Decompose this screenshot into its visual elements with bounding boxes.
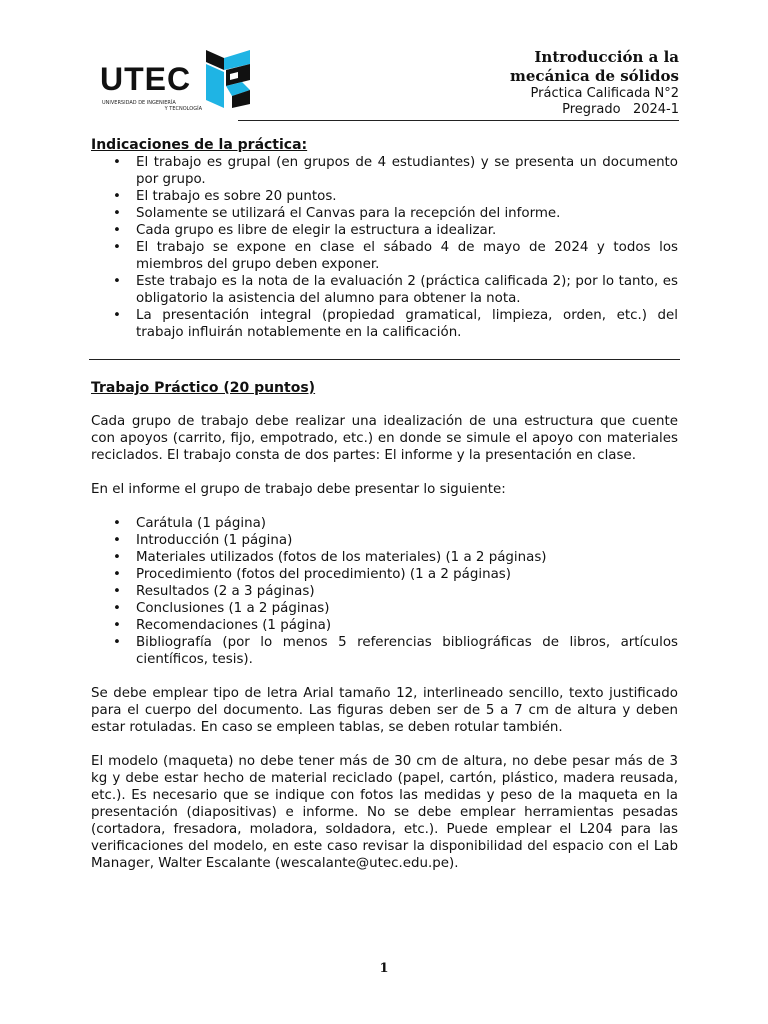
course-title-line2: mecánica de sólidos <box>510 67 679 85</box>
document-header <box>510 48 679 118</box>
logo-subtitle-line2: Y TECNOLOGÍA <box>164 106 202 112</box>
list-item: • Recomendaciones (1 página) <box>91 617 678 634</box>
list-item: • Resultados (2 a 3 páginas) <box>91 583 678 600</box>
section-divider <box>89 359 680 360</box>
logo-subtitle <box>102 100 202 112</box>
term-label: Pregrado 2024-1 <box>562 102 679 117</box>
list-item: • La presentación integral (propiedad gramatical, limpieza, orden, etc.) del trabajo influirán notablemente en la calificación. <box>91 307 678 341</box>
utec-logo <box>100 48 260 118</box>
list-item: • El trabajo se expone en clase el sábado 4 de mayo de 2024 y todos los miembros del grupo deben exponer. <box>91 239 678 273</box>
model-paragraph: El modelo (maqueta) no debe tener más de 30 cm de altura, no debe pesar más de 3 kg y debe estar hecho de material reciclado (papel, cartón, plástico, madera reusada, etc.). Es necesario que se indique con fotos las medidas y peso de la maqueta en la presentación (diapositivas) e informe. No se debe emplear herramientas pesadas (cortadora, fresadora, moladora, soldadora, etc.). Puede emplear el L204 para las verificaciones del modelo, en este caso revisar la disponibilidad del espacio con el Lab Manager, Walter Escalante (wescalante@utec.edu.pe). <box>91 754 678 871</box>
list-item: • Cada grupo es libre de elegir la estructura a idealizar. <box>91 222 678 239</box>
indications-section <box>91 136 678 341</box>
page-number: 1 <box>379 961 389 976</box>
format-paragraph: Se debe emplear tipo de letra Arial tamaño 12, interlineado sencillo, texto justificado para el cuerpo del documento. Las figuras deben ser de 5 a 7 cm de altura y deben estar rotuladas. En caso se empleen tablas, se deben rotular también. <box>91 686 678 735</box>
list-item: • Solamente se utilizará el Canvas para la recepción del informe. <box>91 205 678 222</box>
list-item: • Procedimiento (fotos del procedimiento) (1 a 2 páginas) <box>91 566 678 583</box>
list-item: • Este trabajo es la nota de la evaluación 2 (práctica calificada 2); por lo tanto, es obligatorio la asistencia del alumno para obtener la nota. <box>91 273 678 307</box>
list-item: • Carátula (1 página) <box>91 515 678 532</box>
list-item: • El trabajo es sobre 20 puntos. <box>91 188 678 205</box>
list-item: • Bibliografía (por lo menos 5 referencias bibliográficas de libros, artículos científicos, tesis). <box>91 634 678 668</box>
indications-title: Indicaciones de la práctica: <box>91 137 308 153</box>
header-rule <box>238 120 679 121</box>
work-intro: Cada grupo de trabajo debe realizar una idealización de una estructura que cuente con apoyos (carrito, fijo, empotrado, etc.) en donde se simule el apoyo con materiales reciclados. El trabajo consta de dos partes: El informe y la presentación en clase. <box>91 414 678 463</box>
list-item: • Introducción (1 página) <box>91 532 678 549</box>
work-section <box>91 379 678 872</box>
logo-mark-icon <box>202 50 252 108</box>
report-lead: En el informe el grupo de trabajo debe presentar lo siguiente: <box>91 482 506 497</box>
course-title-line1: Introducción a la <box>534 48 679 66</box>
list-item: • Materiales utilizados (fotos de los materiales) (1 a 2 páginas) <box>91 549 678 566</box>
indications-list <box>91 154 678 341</box>
logo-wordmark: UTEC <box>100 61 192 97</box>
list-item: • Conclusiones (1 a 2 páginas) <box>91 600 678 617</box>
list-item: • El trabajo es grupal (en grupos de 4 estudiantes) y se presenta un documento por grupo. <box>91 154 678 188</box>
report-items-list <box>91 515 678 668</box>
assessment-name: Práctica Calificada N°2 <box>530 86 679 101</box>
work-title: Trabajo Práctico (20 puntos) <box>91 380 316 396</box>
logo-subtitle-line1: UNIVERSIDAD DE INGENIERÍA <box>102 100 176 106</box>
